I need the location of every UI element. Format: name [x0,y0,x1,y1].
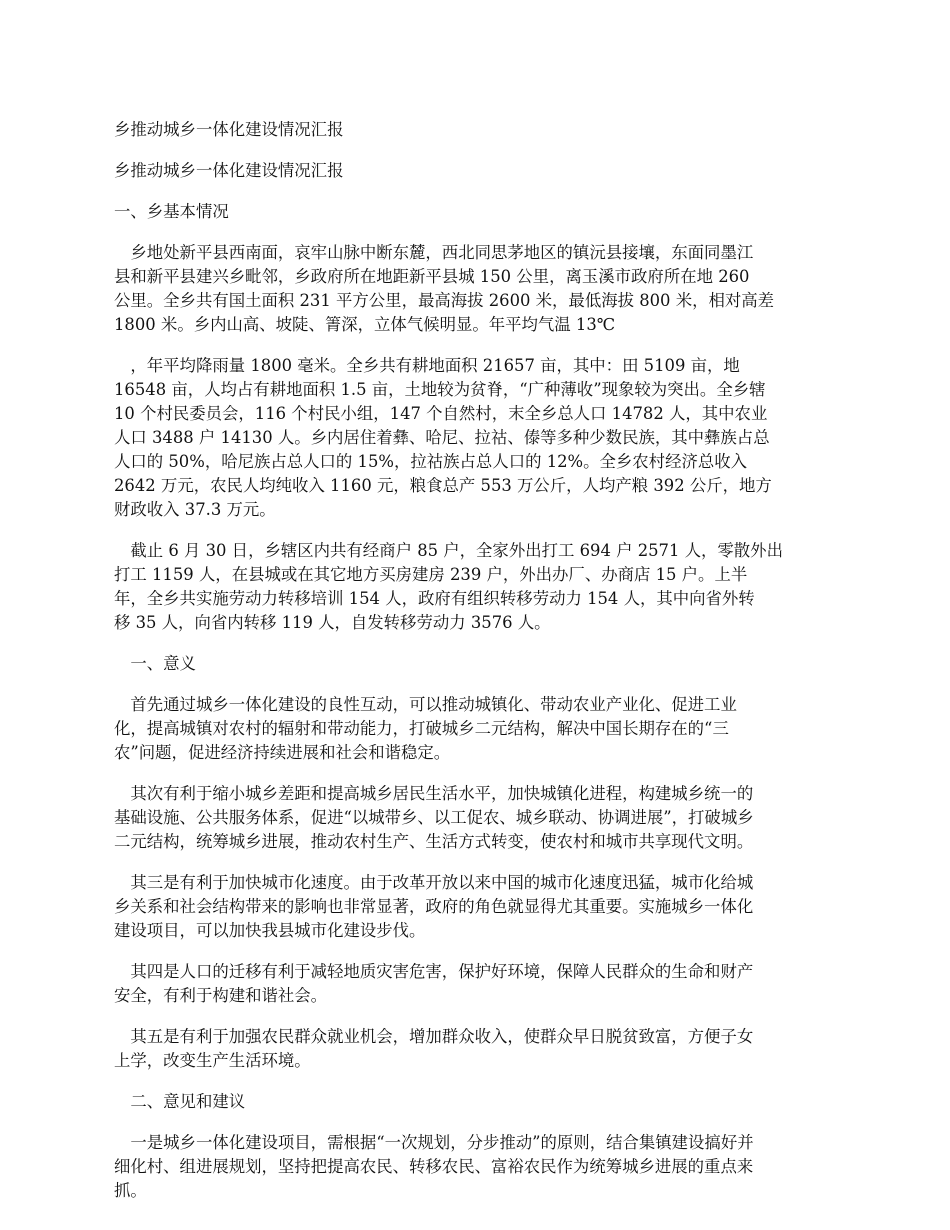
text-line: 县和新平县建兴乡毗邻，乡政府所在地距新平县城 150 公里，离玉溪市政府所在地 260 [114,267,750,286]
text-line: 抓。 [114,1181,147,1200]
paragraph-advice-first [114,1131,840,1203]
text-line: 16548 亩，人均占有耕地面积 1.5 亩，土地较为贫脊，“广种薄收”现象较为突出。全乡辖 [114,380,766,399]
text-line: 公里。全乡共有国土面积 231 平方公里，最高海拔 2600 米，最低海拔 800 米，相对高差 [114,291,775,310]
paragraph-meaning-fourth [114,960,840,1008]
text-line: 2642 万元，农民人均纯收入 1160 元，粮食总产 553 万公斤，人均产粮 392 公斤，地方 [114,476,772,495]
paragraph-location [114,241,840,337]
document-page [114,118,840,1220]
text-line: 其五是有利于加强农民群众就业机会，增加群众收入，使群众早日脱贫致富，方便子女 [114,1027,754,1046]
text-line: 人口的 50%，哈尼族占总人口的 15%，拉祜族占总人口的 12%。全乡农村经济总收入 [114,452,748,471]
text-line: 基础设施、公共服务体系，促进“以城带乡、以工促农、城乡联动、协调进展”，打破城乡 [114,808,754,827]
text-line: 其次有利于缩小城乡差距和提高城乡居民生活水平，加快城镇化进程，构建城乡统一的 [114,784,754,803]
text-line: 化，提高城镇对农村的辐射和带动能力，打破城乡二元结构，解决中国长期存在的“三 [114,719,729,738]
text-line: 年，全乡共实施劳动力转移培训 154 人，政府有组织转移劳动力 154 人，其中向省外转 [114,589,755,608]
text-line: 一是城乡一体化建设项目，需根据“一次规划，分步推动”的原则，结合集镇建设搞好并 [114,1133,754,1152]
paragraph-meaning-fifth [114,1025,840,1073]
text-line: 其四是人口的迁移有利于减轻地质灾害危害，保护好环境，保障人民群众的生命和财产 [114,962,754,981]
section-heading-basic: 一、乡基本情况 [114,202,229,221]
text-line: 安全，有利于构建和谐社会。 [114,986,328,1005]
text-line: 10 个村民委员会，116 个村民小组，147 个自然村，末全乡总人口 14782 人，其中农业 [114,404,768,423]
text-line: 1800 米。乡内山高、坡陡、箐深，立体气候明显。年平均气温 13℃ [114,315,616,334]
paragraph-meaning-second [114,782,840,854]
text-line: 上学，改变生产生活环境。 [114,1051,311,1070]
text-line: 细化村、组进展规划，坚持把提高农民、转移农民、富裕农民作为统筹城乡进展的重点来 [114,1157,754,1176]
text-line: 首先通过城乡一体化建设的良性互动，可以推动城镇化、带动农业产业化、促进工业 [114,695,737,714]
document-title: 乡推动城乡一体化建设情况汇报 [114,120,344,139]
paragraph-land-population [114,354,840,522]
paragraph-meaning-first [114,693,840,765]
section-heading-advice: 二、意见和建议 [114,1092,246,1111]
text-line: 二元结构，统筹城乡进展，推动农村生产、生活方式转变，使农村和城市共享现代文明。 [114,832,754,851]
text-line: 农”问题，促进经济持续进展和社会和谐稳定。 [114,743,451,762]
section-heading-meaning: 一、意义 [114,654,196,673]
text-line: 移 35 人，向省内转移 119 人，自发转移劳动力 3576 人。 [114,613,551,632]
text-line: 人口 3488 户 14130 人。乡内居住着彝、哈尼、拉祜、傣等多种少数民族，其中彝族占总 [114,428,770,447]
paragraph-labor [114,539,840,635]
text-line: ，年平均降雨量 1800 毫米。全乡共有耕地面积 21657 亩，其中：田 5109 亩，地 [114,356,740,375]
text-line: 打工 1159 人，在县城或在其它地方买房建房 239 户，外出办厂、办商店 15 户。上半 [114,565,748,584]
document-subtitle: 乡推动城乡一体化建设情况汇报 [114,161,344,180]
paragraph-meaning-third [114,871,840,943]
text-line: 截止 6 月 30 日，乡辖区内共有经商户 85 户，全家外出打工 694 户 2571 人，零散外出 [114,541,783,560]
text-line: 乡地处新平县西南面，哀牢山脉中断东麓，西北同思茅地区的镇沅县接壤，东面同墨江 [114,243,754,262]
text-line: 建设项目，可以加快我县城市化建设步伐。 [114,921,426,940]
text-line: 乡关系和社会结构带来的影响也非常显著，政府的角色就显得尤其重要。实施城乡一体化 [114,897,754,916]
text-line: 财政收入 37.3 万元。 [114,500,276,519]
text-line: 其三是有利于加快城市化速度。由于改革开放以来中国的城市化速度迅猛，城市化给城 [114,873,754,892]
